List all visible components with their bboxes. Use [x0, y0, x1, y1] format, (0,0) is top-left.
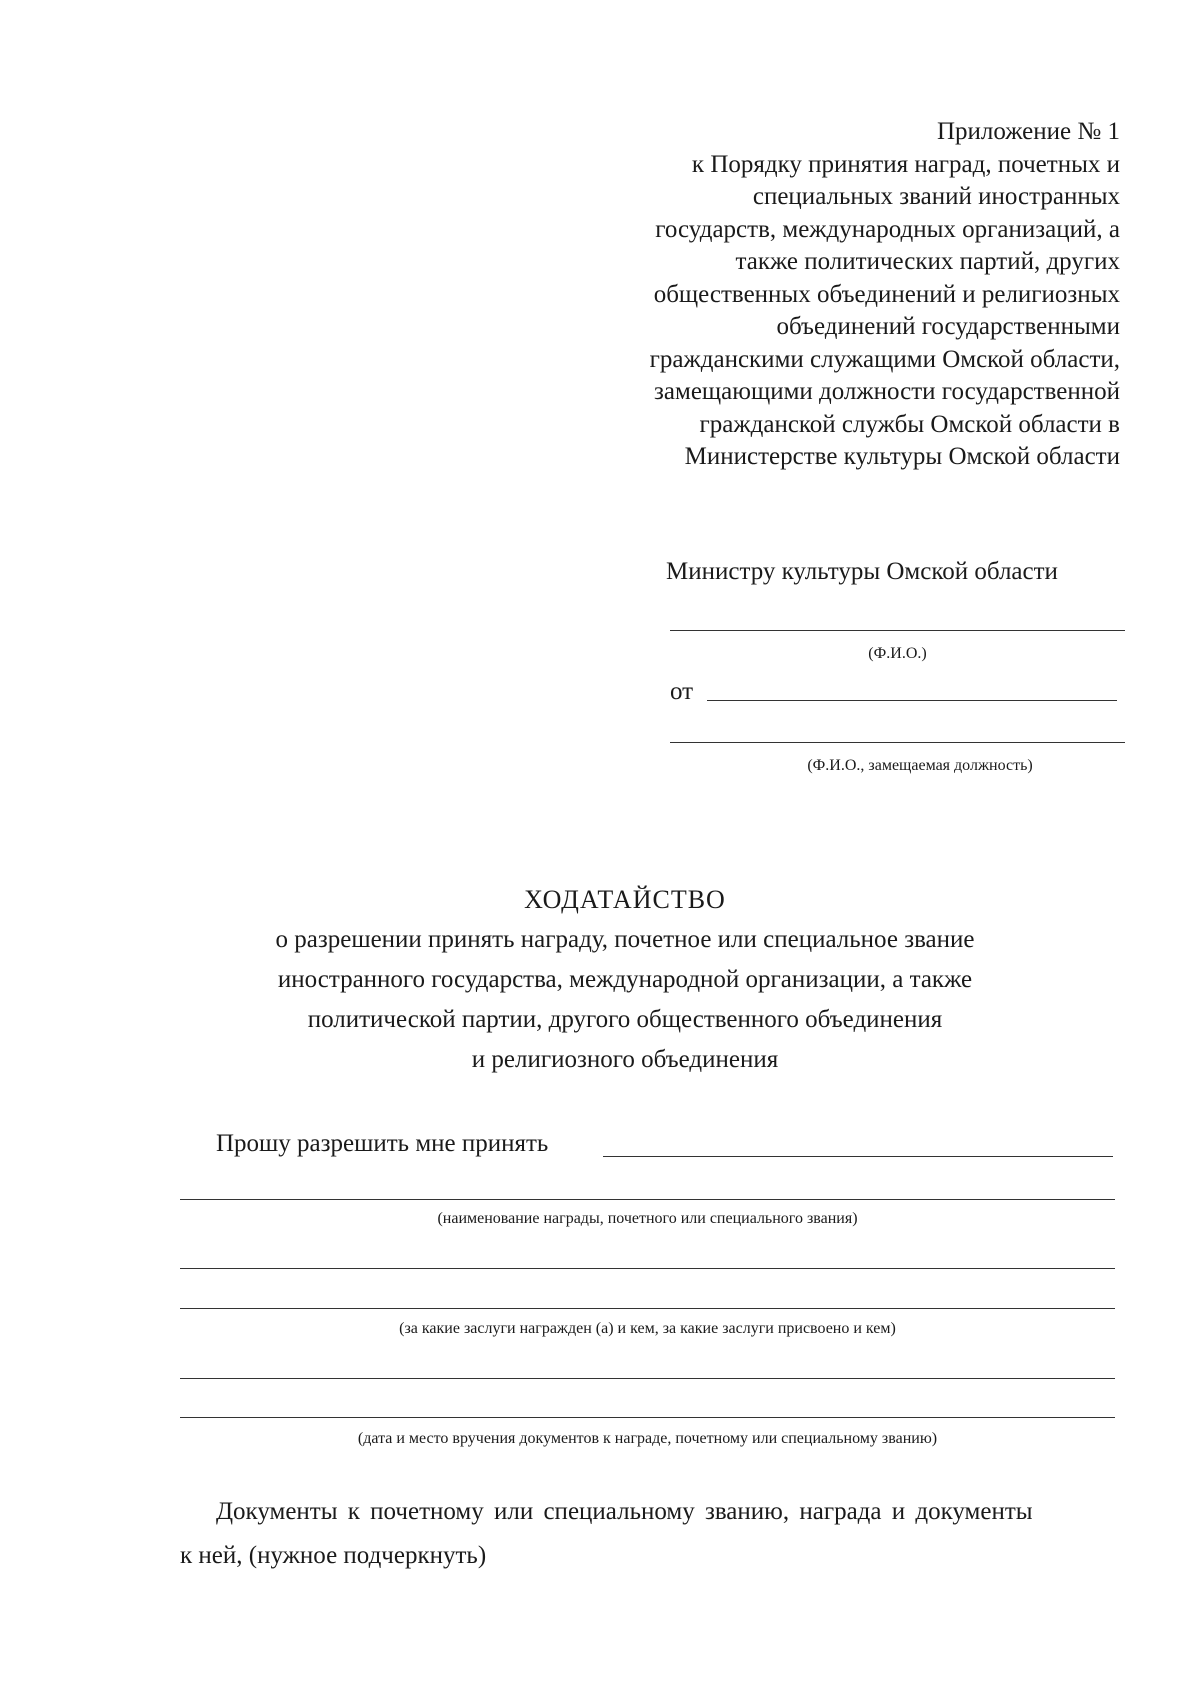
- merits-caption: (за какие заслуги награжден (а) и кем, за какие заслуги присвоено и кем): [399, 1320, 896, 1337]
- award-blank-line[interactable]: [603, 1156, 1113, 1157]
- petition-subtitle-line: политической партии, другого общественного объединения: [307, 1006, 943, 1033]
- appendix-line: общественных объединений и религиозных: [653, 280, 1120, 308]
- appendix-line: к Порядку принятия наград, почетных и: [691, 150, 1120, 178]
- position-blank-line[interactable]: [670, 742, 1125, 743]
- from-label: от: [670, 678, 694, 705]
- appendix-line: государств, международных организаций, а: [655, 215, 1120, 243]
- award-caption: (наименование награды, почетного или специального звания): [437, 1210, 858, 1227]
- petition-subtitle-line: о разрешении принять награду, почетное или специальное звание: [275, 926, 975, 953]
- petition-title: [200, 880, 1050, 1080]
- date-caption: (дата и место вручения документов к награде, почетному или специальному званию): [357, 1430, 938, 1447]
- request-text: Прошу разрешить мне принять: [216, 1130, 549, 1157]
- addressee-to: Министру культуры Омской области: [666, 558, 1058, 585]
- merits-blank-line-2[interactable]: [180, 1308, 1115, 1309]
- documents-line: к ней, (нужное подчеркнуть): [180, 1542, 487, 1569]
- petition-subtitle-line: и религиозного объединения: [471, 1046, 779, 1073]
- appendix-line: гражданскими служащими Омской области,: [649, 345, 1120, 373]
- appendix-line: Приложение № 1: [936, 118, 1120, 145]
- appendix-line: Министерстве культуры Омской области: [684, 443, 1120, 470]
- from-caption: (Ф.И.О., замещаемая должность): [807, 757, 1033, 774]
- appendix-line: объединений государственными: [776, 313, 1120, 340]
- award-blank-line-2[interactable]: [180, 1199, 1115, 1200]
- appendix-line: также политических партий, других: [735, 248, 1120, 275]
- petition-heading: ХОДАТАЙСТВО: [524, 885, 726, 914]
- appendix-line: гражданской службы Омской области в: [699, 410, 1120, 438]
- petition-subtitle-line: иностранного государства, международной организации, а также: [277, 966, 973, 993]
- date-blank-line[interactable]: [180, 1378, 1115, 1379]
- documents-paragraph: [180, 1490, 1130, 1578]
- fio-blank-line[interactable]: [670, 630, 1125, 631]
- appendix-header: [560, 116, 1120, 474]
- from-blank-line[interactable]: [707, 700, 1117, 701]
- documents-line: Документы к почетному или специальному званию, награда и документы: [216, 1498, 1033, 1525]
- appendix-line: специальных званий иностранных: [752, 183, 1120, 210]
- merits-blank-line[interactable]: [180, 1268, 1115, 1269]
- fio-caption: (Ф.И.О.): [868, 645, 927, 662]
- date-blank-line-2[interactable]: [180, 1417, 1115, 1418]
- appendix-line: замещающими должности государственной: [654, 378, 1120, 405]
